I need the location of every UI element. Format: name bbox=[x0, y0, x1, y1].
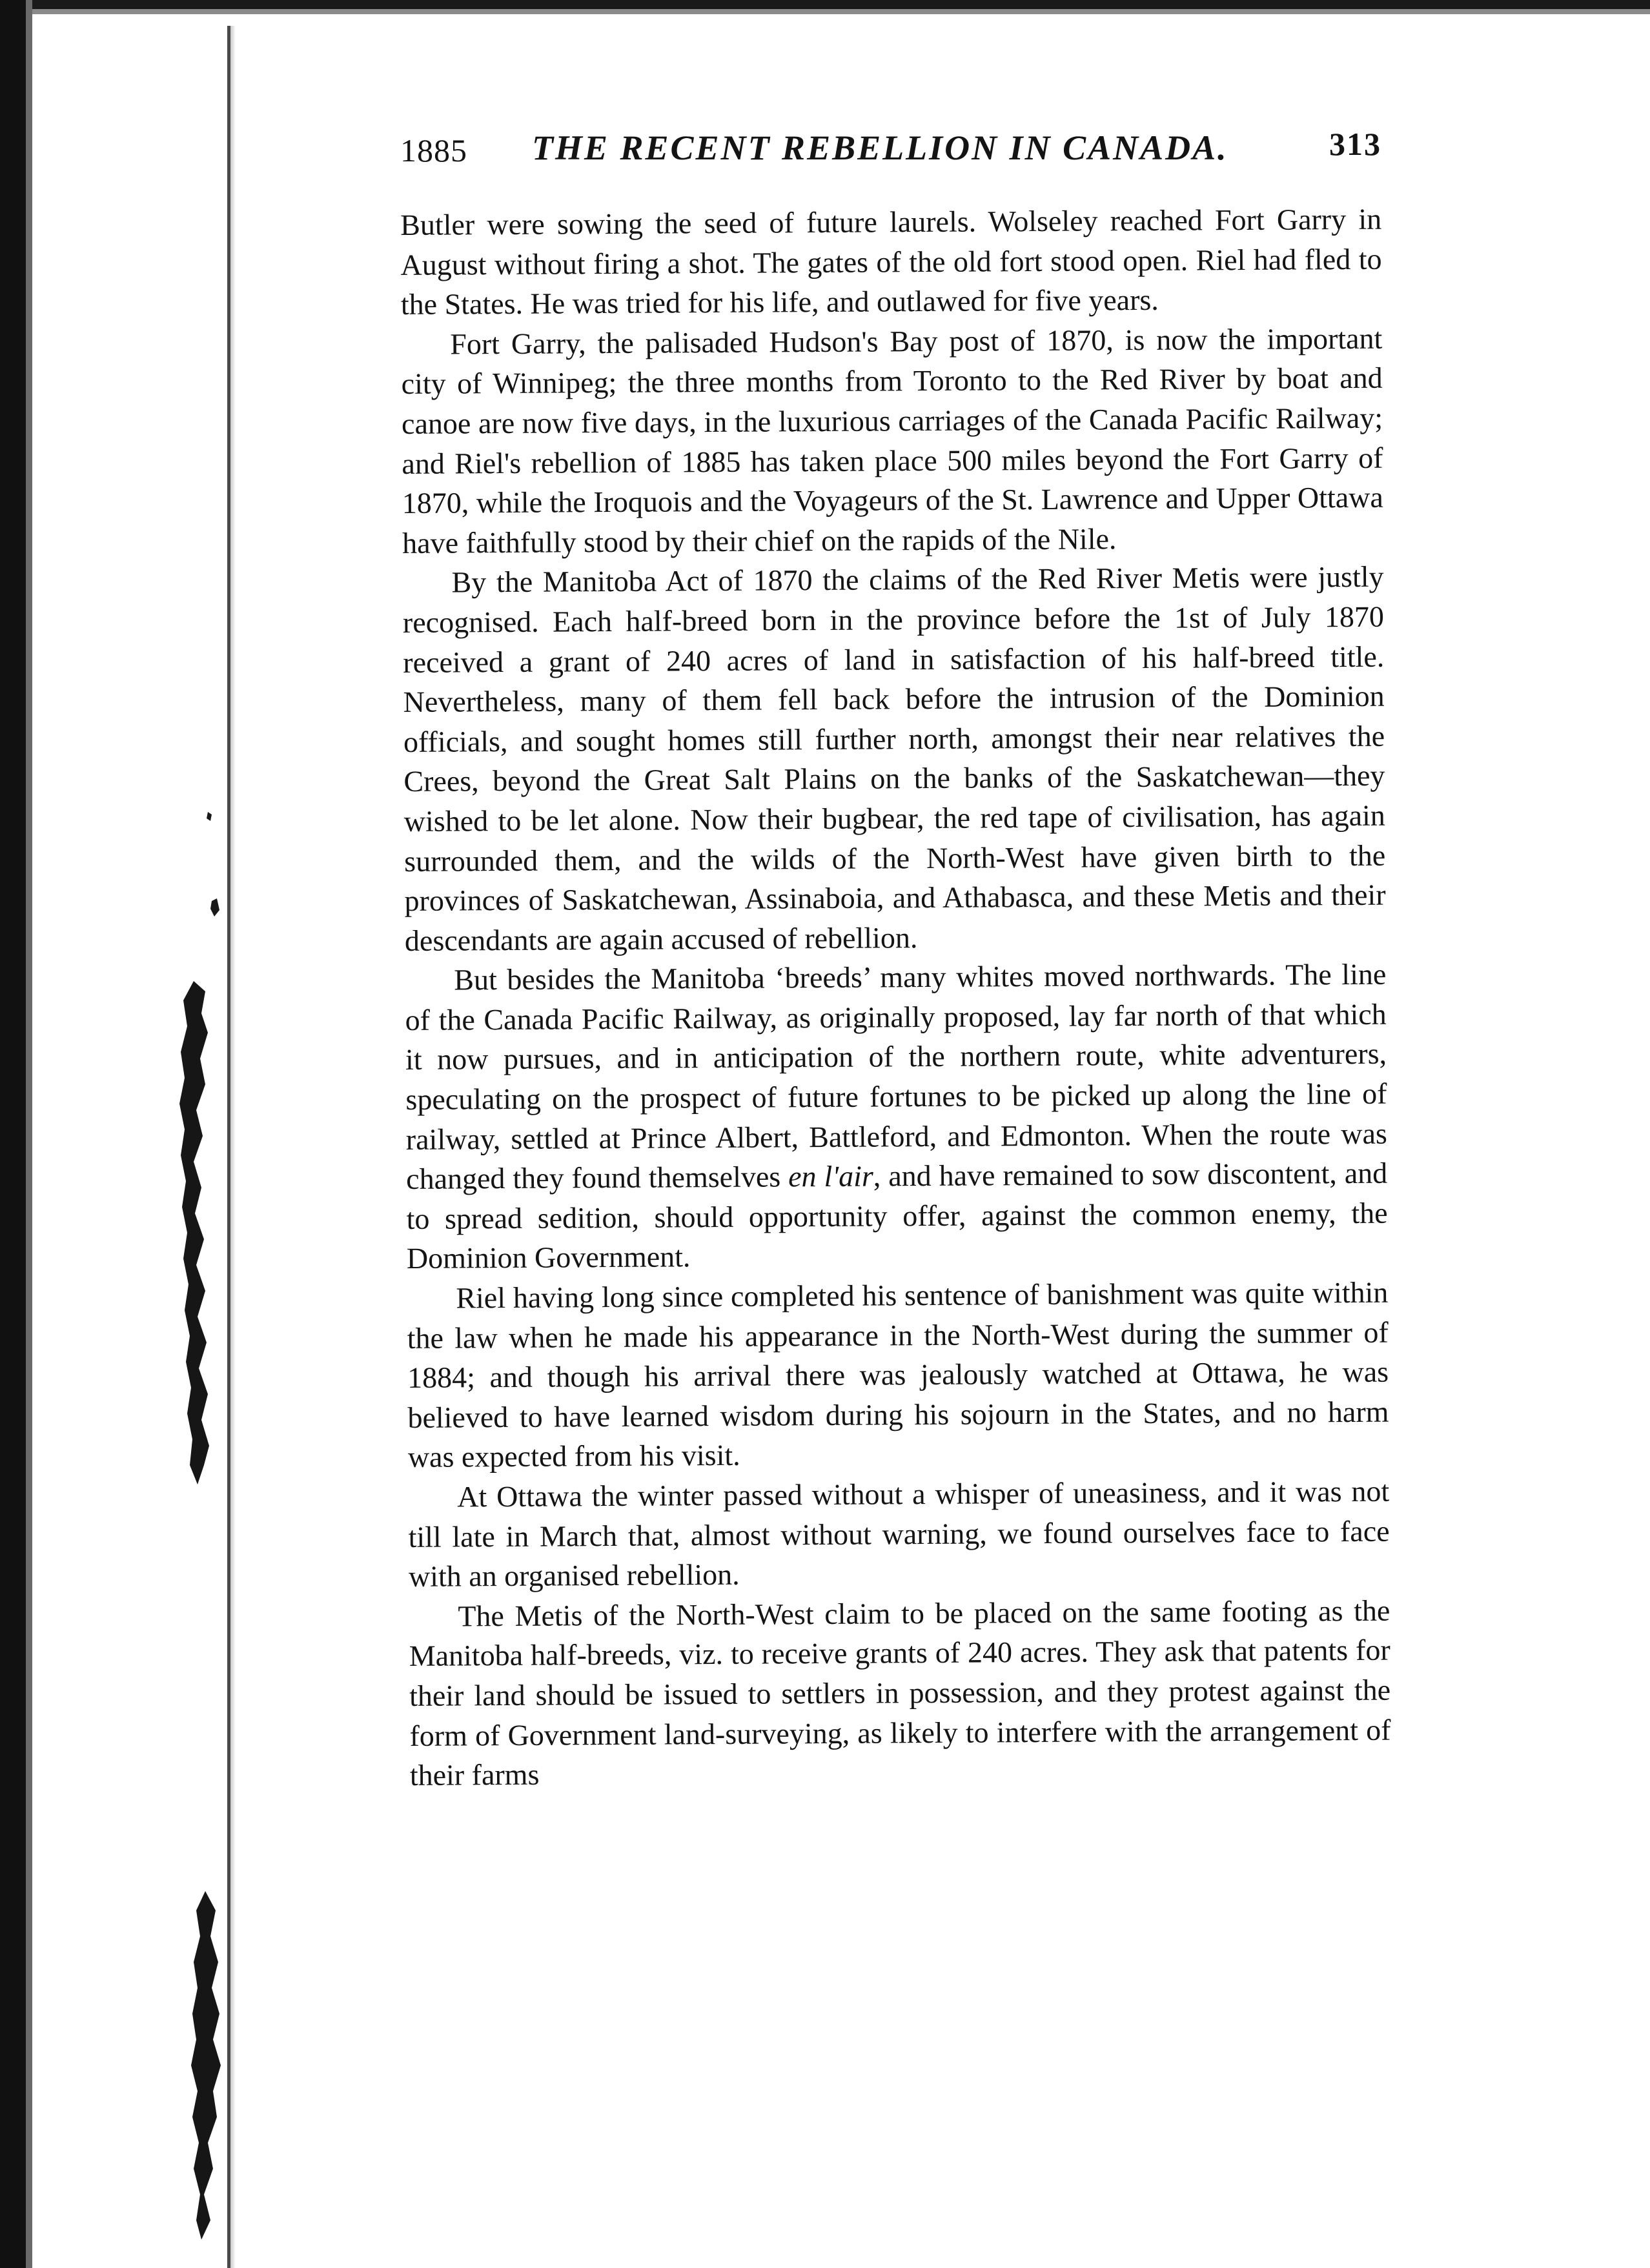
paragraph-6: At Ottawa the winter passed without a whisper of uneasiness, and it was not till late in March that, almost without warning, we found ourselves face to face with an organised rebellion. bbox=[408, 1474, 1390, 1594]
scan-top-shadow bbox=[0, 9, 1650, 14]
running-head bbox=[400, 124, 1381, 182]
body-text bbox=[400, 199, 1391, 1796]
paragraph-4-start: But besides the Manitoba ‘breeds’ many whites moved northwards. The line of the Canada Pacific Railway, as originally proposed, lay far north of that which it now pursues, and in anticipation of the northern route, white adventurers, speculating on the prospect of future fortunes to be picked up along the line of railway, settled at Prince Albert, Battleford, and Edmonton. When the route was changed they found themselves bbox=[405, 957, 1387, 1196]
torn-edge-mark-upper bbox=[207, 812, 212, 821]
torn-edge-strip-lower bbox=[191, 1891, 221, 2240]
scan-left-shadow bbox=[26, 0, 32, 2268]
scan-left-border bbox=[0, 0, 26, 2268]
book-gutter-shadow bbox=[230, 26, 236, 2268]
page-number: 313 bbox=[1329, 126, 1381, 162]
scan-top-border bbox=[0, 0, 1650, 9]
torn-edge-strip-main bbox=[179, 981, 209, 1484]
paragraph-4-italic-phrase: en l'air bbox=[788, 1159, 873, 1193]
running-head-year: 1885 bbox=[400, 132, 467, 168]
paragraph-7: The Metis of the North-West claim to be placed on the same footing as the Manitoba half-breeds, viz. to receive grants of 240 acres. They ask that patents for their land should be issued to settlers in possession, and they protest against the form of Government land-surveying, as likely to interfere with the arrangement of their farms bbox=[409, 1594, 1391, 1792]
paragraph-4 bbox=[405, 955, 1388, 1279]
torn-edge-mark-small bbox=[210, 898, 219, 916]
paragraph-3: By the Manitoba Act of 1870 the claims of the Red River Metis were justly recognised. Each half-breed born in the province before the 1st of July 1870 received a grant of 240 acres of land in satisfaction of his half-breed title. Nevertheless, many of them fell back before the intrusion of the Dominion officials, and sought homes still further north, amongst their near relatives the Crees, beyond the Great Salt Plains on the banks of the Saskatchewan—they wished to be let alone. Now their bugbear, the red tape of civilisation, has again surrounded them, and the wilds of the North-West have given birth to the provinces of Saskatchewan, Assinaboia, and Athabasca, and these Metis and their descendants are again accused of rebellion. bbox=[402, 560, 1386, 957]
paragraph-2: Fort Garry, the palisaded Hudson's Bay post of 1870, is now the important city of Winnipeg; the three months from Toronto to the Red River by boat and canoe are now five days, in the luxurious carriages of the Canada Pacific Railway; and Riel's rebellion of 1885 has taken place 500 miles beyond the Fort Garry of 1870, while the Iroquois and the Voyageurs of the St. Lawrence and Upper Ottawa have faithfully stood by their chief on the rapids of the Nile. bbox=[401, 321, 1383, 560]
paragraph-4-end: , and have remained to sow discontent, and to spread sedition, should opportunity offer, against the common enemy, the Dominion Government. bbox=[406, 1156, 1388, 1275]
paragraph-5: Riel having long since completed his sentence of banishment was quite within the law when he made his appearance in the North-West during the summer of 1884; and though his arrival there was jealously watched at Ottawa, he was believed to have learned wisdom during his sojourn in the States, and no harm was expected from his visit. bbox=[407, 1275, 1389, 1474]
running-head-title: THE RECENT REBELLION IN CANADA. bbox=[532, 128, 1228, 167]
paragraph-1: Butler were sowing the seed of future laurels. Wolseley reached Fort Garry in August without firing a shot. The gates of the old fort stood open. Riel had fled to the States. He was tried for his life, and outlawed for five years. bbox=[400, 202, 1382, 321]
